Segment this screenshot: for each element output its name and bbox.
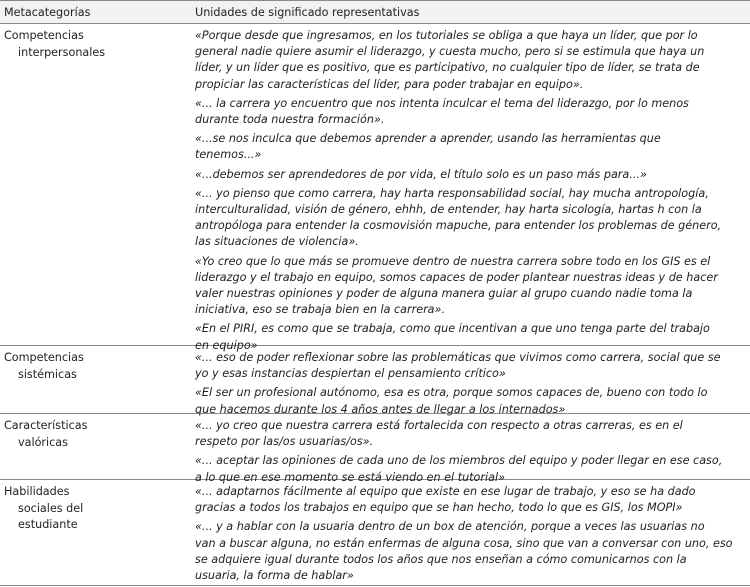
- row-category: [4, 350, 184, 383]
- quote-line: en equipo»: [195, 338, 258, 352]
- quote: [195, 350, 747, 382]
- quote: [195, 131, 747, 163]
- quote-line: «... aceptar las opiniones de cada uno de los miembros del equipo y poder llegar en ese caso,: [195, 454, 723, 468]
- row-category: [4, 484, 184, 534]
- quote: [195, 186, 747, 251]
- category-line: sistémicas: [18, 367, 77, 381]
- quote-line: respeto por las/os usuarias/os».: [195, 435, 374, 449]
- row-quotes: [195, 28, 747, 357]
- row-category: [4, 418, 184, 451]
- category-line: Competencias: [4, 29, 84, 42]
- quote-line: «...debemos ser aprendedores de por vida, el título solo es un paso más para...»: [195, 167, 647, 181]
- category-line: valóricas: [18, 435, 68, 449]
- row-quotes: [195, 484, 747, 587]
- category-line: Habilidades: [4, 485, 70, 498]
- quote: [195, 519, 747, 584]
- quote-line: líder, y un líder que es positivo, que es participativo, no cualquier tipo de líder, se trata de: [195, 61, 700, 75]
- quote: [195, 484, 747, 516]
- table-row: [0, 480, 750, 586]
- header-unidades: Unidades de significado representativas: [195, 6, 420, 19]
- quote-line: a lo que en ese momento se está viendo en el tutorial»: [195, 470, 505, 484]
- quote-line: durante toda nuestra formación».: [195, 113, 385, 127]
- quote-line: «... adaptarnos fácilmente al equipo que existe en ese lugar de trabajo, y eso se ha dado: [195, 485, 696, 498]
- quote-line: iniciativa, eso se trabaja bien en la carrera».: [195, 303, 445, 317]
- quote-line: «... y a hablar con la usuaria dentro de un box de atención, porque a veces las usuarias no: [195, 520, 705, 534]
- quote-line: van a buscar alguna, no están enfermas de alguna cosa, sino que van a conversar con uno, eso: [195, 536, 733, 550]
- quote-line: valer nuestras opiniones y poder de alguna manera guiar al grupo cuando nadie toma la: [195, 287, 693, 301]
- row-quotes: [195, 350, 747, 421]
- quote: [195, 254, 747, 319]
- quote-line: las situaciones de violencia».: [195, 235, 359, 249]
- quote-line: se adquiere igual durante todos los años que nos enseñan a cómo comunicarnos con la: [195, 552, 687, 566]
- quote-line: yo y esas instancias despiertan el pensamiento crítico»: [195, 367, 506, 381]
- category-line: Características: [4, 419, 88, 432]
- quote-line: «... yo pienso que como carrera, hay harta responsabilidad social, hay mucha antropología,: [195, 186, 709, 200]
- quote-line: antropóloga para entender la cosmovisión mapuche, para entender los problemas de género,: [195, 219, 722, 233]
- quote: [195, 28, 747, 93]
- quote-line: «... yo creo que nuestra carrera está fortalecida con respecto a otras carreras, es en el: [195, 419, 683, 432]
- category-line: estudiante: [18, 518, 78, 531]
- quote: [195, 167, 747, 183]
- header-metacategorias: Metacategorías: [4, 6, 91, 19]
- category-line: interpersonales: [18, 45, 106, 59]
- row-category: [4, 28, 184, 61]
- quote: [195, 418, 747, 450]
- quote: [195, 385, 747, 417]
- category-line: Competencias: [4, 351, 84, 364]
- quote-line: «... eso de poder reflexionar sobre las problemáticas que vivimos como carrera, social que se: [195, 351, 721, 364]
- quote-line: general nadie quiere asumir el liderazgo, y cuesta mucho, pero si se estimula que haya un: [195, 45, 705, 59]
- row-quotes: [195, 418, 747, 489]
- quote-line: «En el PIRI, es como que se trabaja, como que incentivan a que uno tenga parte del trabajo: [195, 322, 710, 336]
- quote-line: «... la carrera yo encuentro que nos intenta inculcar el tema del liderazgo, por lo menos: [195, 96, 689, 110]
- quote-line: interculturalidad, visión de género, ehhh, de entender, hay harta sicología, hartas h con la: [195, 203, 702, 217]
- table-row: [0, 24, 750, 352]
- quote-line: que hacemos durante los 4 años antes de llegar a los internados»: [195, 402, 566, 416]
- quote-line: tenemos...»: [195, 148, 262, 162]
- quote-line: usuaria, la forma de hablar»: [195, 569, 354, 583]
- category-line: sociales del: [18, 501, 84, 515]
- table-header: [0, 0, 750, 24]
- quote: [195, 96, 747, 128]
- quote-line: gracias a todos los trabajos en equipo que se han hecho, todo lo que es GIS, los MOPI»: [195, 501, 683, 515]
- quote-line: liderazgo y el trabajo en equipo, somos capaces de poder plantear nuestras ideas y de hacer: [195, 270, 718, 284]
- table-row: [0, 414, 750, 484]
- quote-line: «...se nos inculca que debemos aprender a aprender, usando las herramientas que: [195, 132, 661, 146]
- quote-line: «Porque desde que ingresamos, en los tutoriales se obliga a que haya un líder, que por lo: [195, 29, 698, 42]
- quote-line: propiciar las características del líder, para poder trabajar en equipo».: [195, 77, 584, 91]
- table-row: [0, 346, 750, 414]
- quote-line: «El ser un profesional autónomo, esa es otra, porque somos capaces de, bueno con todo lo: [195, 386, 708, 400]
- quote-line: «Yo creo que lo que más se promueve dentro de nuestra carrera sobre todo en los GIS es el: [195, 254, 711, 268]
